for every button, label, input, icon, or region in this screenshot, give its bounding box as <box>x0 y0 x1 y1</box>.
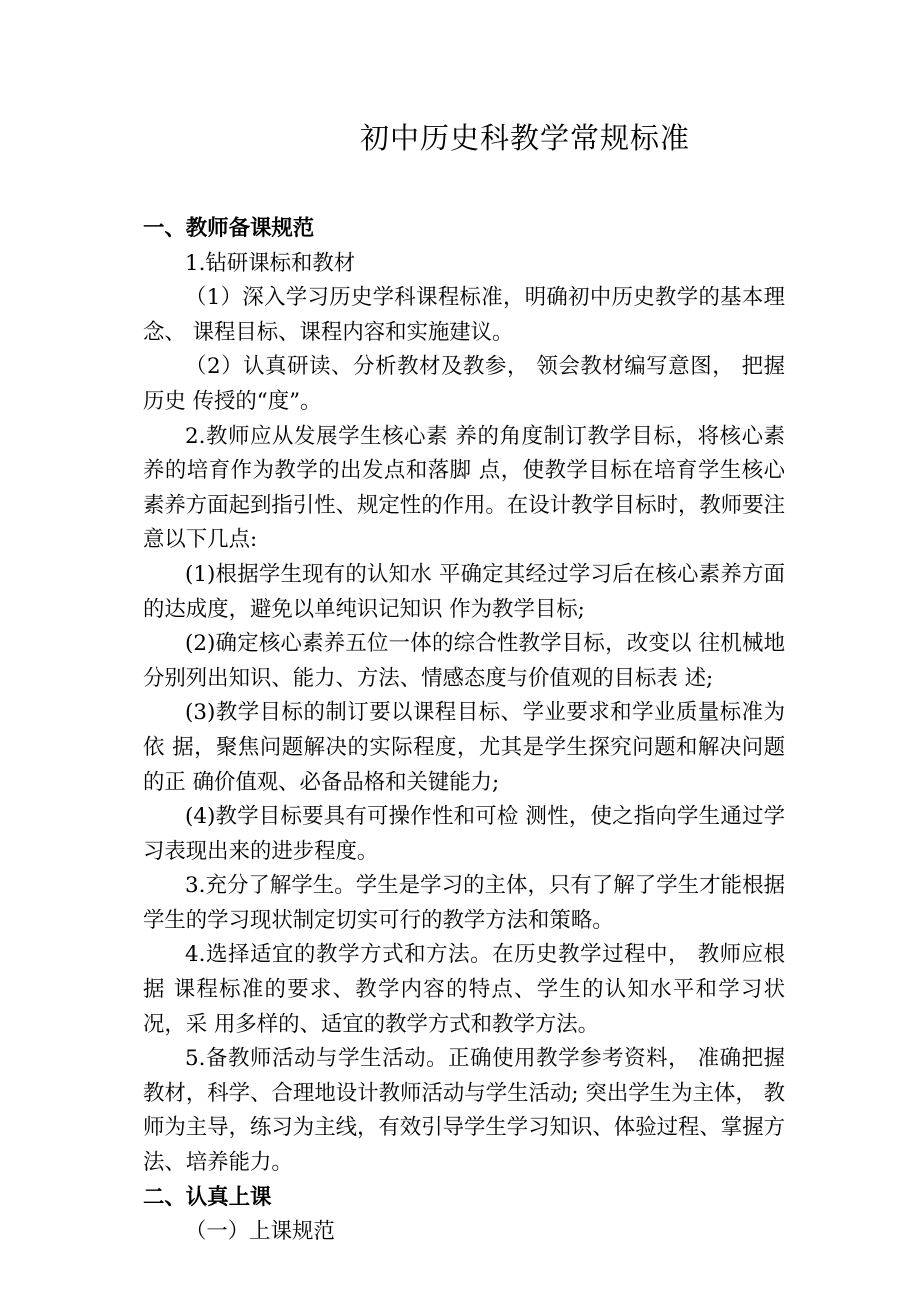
paragraph: 3.充分了解学生。学生是学习的主体，只有了解了学生才能根据 学生的学习现状制定切实可行的教学方法和策略。 <box>143 873 785 933</box>
paragraph: (1)根据学生现有的认知水 平确定其经过学习后在核心素养方面的达成度，避免以单纯识记知识 作为教学目标; <box>143 561 785 622</box>
section-heading-lesson-prep: 一、教师备课规范 <box>143 216 315 241</box>
section-heading-teaching: 二、认真上课 <box>143 1184 272 1210</box>
paragraph: （1）深入学习历史学科课程标准，明确初中历史教学的基本理念、 课程目标、课程内容和实施建议。 <box>143 285 785 345</box>
paragraph: 1.钻研课标和教材 <box>185 250 356 276</box>
document-body <box>143 212 785 1250</box>
paragraph: (3)教学目标的制订要以课程目标、学业要求和学业质量标准为依 据，聚焦问题解决的实际程度，尤其是学生探究问题和解决问题的正 确价值观、必备品格和关键能力; <box>143 700 785 795</box>
paragraph: （2）认真研读、分析教材及教参， 领会教材编写意图， 把握历史 传授的“度”。 <box>143 354 785 414</box>
paragraph: (4)教学目标要具有可操作性和可检 测性，使之指向学生通过学习表现出来的进步程度。 <box>143 804 785 864</box>
document-title: 初中历史科教学常规标准 <box>360 121 691 155</box>
paragraph: 5.备教师活动与学生活动。正确使用教学参考资料， 准确把握教材，科学、合理地设计教师活动与学生活动; 突出学生为主体， 教师为主导，练习为主线，有效引导学生学习知识、体验过程、掌握方法、培养能力。 <box>143 1046 785 1176</box>
paragraph: 2.教师应从发展学生核心素 养的角度制订教学目标，将核心素养的培育作为教学的出发点和落脚 点，使教学目标在培育学生核心素养方面起到指引性、规定性的作用。在设计教学目标时，教师要注意以下几点: <box>143 423 785 553</box>
paragraph: （一）上课规范 <box>185 1219 335 1245</box>
paragraph: (2)确定核心素养五位一体的综合性教学目标，改变以 往机械地分别列出知识、能力、方法、情感态度与价值观的目标表 述; <box>143 631 785 691</box>
paragraph: 4.选择适宜的教学方式和方法。在历史教学过程中， 教师应根据 课程标准的要求、教学内容的特点、学生的认知水平和学习状况，采 用多样的、适宜的教学方式和教学方法。 <box>143 942 785 1037</box>
